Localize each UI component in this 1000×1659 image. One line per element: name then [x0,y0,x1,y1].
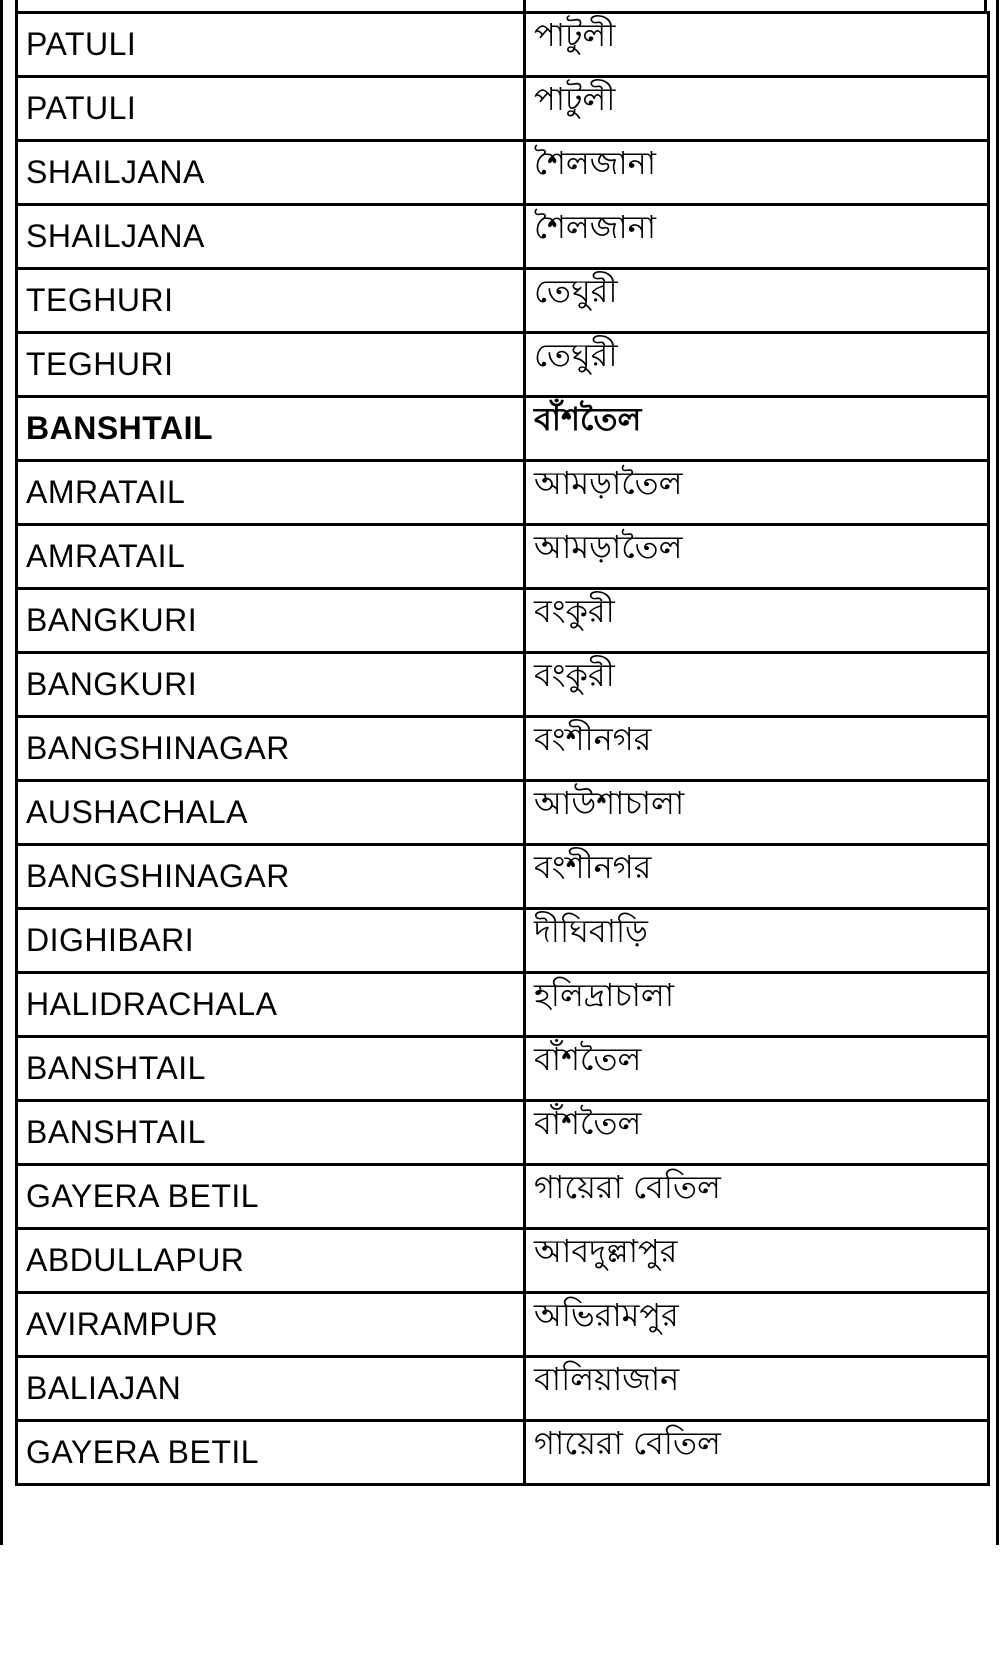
table-row [17,13,989,77]
bengali-name-cell [525,1165,989,1229]
english-name: AVIRAMPUR [26,1306,219,1342]
english-name: BANGKURI [26,602,198,638]
bengali-name: আউশাচালা [534,783,685,822]
bengali-name-cell [525,653,989,717]
outer-left-border [0,0,3,1545]
bengali-name-cell [525,397,989,461]
table-row [17,909,989,973]
english-name-cell [17,13,525,77]
bengali-name-cell [525,973,989,1037]
english-name: GAYERA BETIL [26,1434,260,1470]
table-row [17,1293,989,1357]
english-name-cell [17,205,525,269]
bengali-name-cell [525,205,989,269]
bengali-name: পাটুলী [534,15,616,54]
english-name-cell [17,781,525,845]
bengali-name-cell [525,1229,989,1293]
bengali-name: গায়েরা বেতিল [534,1423,721,1462]
english-name-cell [17,461,525,525]
english-name: DIGHIBARI [26,922,195,958]
table-row [17,973,989,1037]
bengali-name: বংশীনগর [534,847,652,886]
english-name: BANGSHINAGAR [26,858,290,894]
bengali-name-cell [525,333,989,397]
table-row [17,1037,989,1101]
english-name: SHAILJANA [26,218,205,254]
bengali-name: গায়েরা বেতিল [534,1167,721,1206]
bengali-name-cell [525,525,989,589]
table-row [17,1101,989,1165]
bengali-name-cell [525,589,989,653]
bengali-name-cell [525,1293,989,1357]
english-name-cell [17,589,525,653]
bengali-name: শৈলজানা [534,143,657,182]
place-name-table [15,11,990,1486]
english-name-cell [17,1357,525,1421]
table-row [17,333,989,397]
english-name: HALIDRACHALA [26,986,278,1022]
english-name-cell [17,141,525,205]
english-name: PATULI [26,26,137,62]
bengali-name-cell [525,461,989,525]
english-name-cell [17,397,525,461]
bengali-name-cell [525,909,989,973]
english-name-cell [17,973,525,1037]
table-row [17,717,989,781]
table-row [17,1229,989,1293]
table-row [17,589,989,653]
bengali-name: আমড়াতৈল [534,463,683,502]
english-name: BANSHTAIL [26,1050,206,1086]
english-name-cell [17,333,525,397]
table-row [17,525,989,589]
bengali-name-cell [525,781,989,845]
table-row [17,781,989,845]
english-name-cell [17,909,525,973]
table-row [17,269,989,333]
bengali-name: হলিদ্রাচালা [534,975,675,1014]
english-name: BANGSHINAGAR [26,730,290,766]
bengali-name: বাঁশতৈল [534,1039,642,1078]
bengali-name-cell [525,13,989,77]
table-row [17,1357,989,1421]
bengali-name-cell [525,77,989,141]
table-body [17,13,989,1485]
english-name-cell [17,1293,525,1357]
english-name: TEGHURI [26,282,174,318]
english-name-cell [17,1165,525,1229]
bengali-name-cell [525,269,989,333]
english-name-cell [17,77,525,141]
bengali-name: বাঁশতৈল [534,1103,642,1142]
english-name: TEGHURI [26,346,174,382]
bengali-name-cell [525,1101,989,1165]
bengali-name: বংশীনগর [534,719,652,758]
english-name-cell [17,1421,525,1485]
bengali-name-cell [525,141,989,205]
outer-right-border [996,0,999,1545]
english-name: BALIAJAN [26,1370,182,1406]
english-name: AUSHACHALA [26,794,248,830]
table-row [17,397,989,461]
english-name: PATULI [26,90,137,126]
bengali-name-cell [525,845,989,909]
bengali-name: আবদুল্লাপুর [534,1231,678,1270]
english-name-cell [17,269,525,333]
english-name-cell [17,1101,525,1165]
table-row [17,461,989,525]
table-row [17,77,989,141]
table-row [17,1421,989,1485]
english-name-cell [17,1229,525,1293]
english-name: BANSHTAIL [26,1114,206,1150]
bengali-name: দীঘিবাড়ি [534,911,648,950]
table-row [17,141,989,205]
bengali-name: বংকুরী [534,591,615,630]
table-top-stub [15,0,987,11]
english-name: ABDULLAPUR [26,1242,245,1278]
bengali-name-cell [525,1037,989,1101]
table-row [17,845,989,909]
english-name: BANSHTAIL [26,410,213,446]
table-row [17,1165,989,1229]
bengali-name: তেঘুরী [534,335,618,374]
english-name: BANGKURI [26,666,198,702]
bengali-name: অভিরামপুর [534,1295,679,1334]
bengali-name-cell [525,717,989,781]
table-row [17,205,989,269]
bengali-name: বালিয়াজান [534,1359,680,1398]
english-name-cell [17,1037,525,1101]
bengali-name: বংকুরী [534,655,615,694]
english-name: SHAILJANA [26,154,205,190]
bengali-name: তেঘুরী [534,271,618,310]
bengali-name: শৈলজানা [534,207,657,246]
english-name: AMRATAIL [26,474,186,510]
english-name: AMRATAIL [26,538,186,574]
bengali-name: বাঁশতৈল [534,399,642,438]
table-row [17,653,989,717]
bengali-name-cell [525,1357,989,1421]
english-name-cell [17,717,525,781]
bengali-name: পাটুলী [534,79,616,118]
english-name-cell [17,525,525,589]
english-name-cell [17,653,525,717]
english-name-cell [17,845,525,909]
bengali-name-cell [525,1421,989,1485]
english-name: GAYERA BETIL [26,1178,260,1214]
bengali-name: আমড়াতৈল [534,527,683,566]
